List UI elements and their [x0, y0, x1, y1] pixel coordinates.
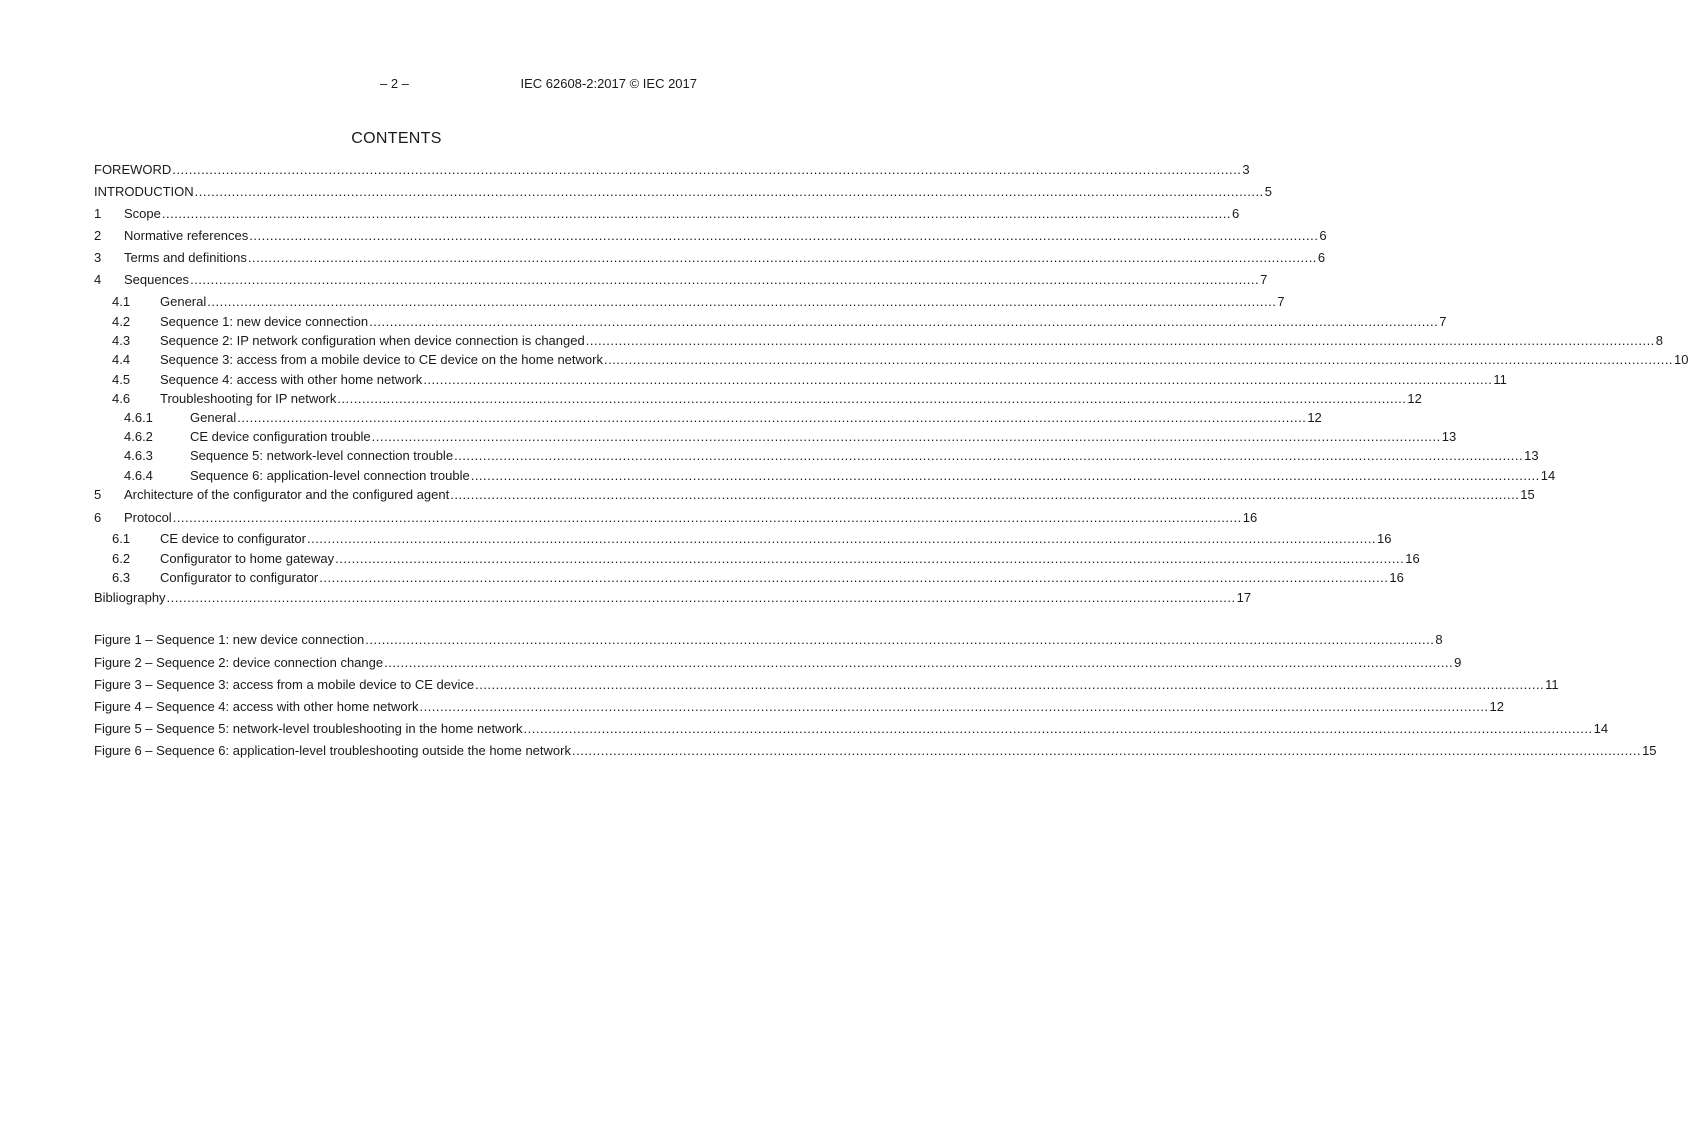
- entry-page-number: 13: [1441, 429, 1457, 444]
- entry-page-number: 6: [1231, 206, 1240, 221]
- dot-leader: ....................................................................................................................................................................................................................................................................: [237, 410, 1307, 425]
- figure-entry[interactable]: [94, 632, 1443, 648]
- toc-entry[interactable]: [94, 487, 1535, 503]
- standard-reference: IEC 62608-2:2017 © IEC 2017: [520, 76, 697, 91]
- entry-title: General: [190, 410, 237, 425]
- entry-number: 4: [94, 272, 102, 287]
- entry-title: Sequences: [124, 272, 190, 287]
- dot-leader: ....................................................................................................................................................................................................................................................................: [247, 250, 1317, 265]
- toc-entry[interactable]: [94, 294, 1285, 310]
- dot-leader: ....................................................................................................................................................................................................................................................................: [371, 429, 1441, 444]
- entry-number: 4.1: [112, 294, 131, 309]
- entry-page-number: 11: [1545, 677, 1559, 692]
- entry-page-number: 15: [1520, 487, 1535, 502]
- entry-number: 1: [94, 206, 102, 221]
- entry-page-number: 8: [1655, 333, 1664, 348]
- entry-number: 4.6.1: [124, 410, 153, 425]
- entry-title: Sequence 3: access from a mobile device to CE device on the home network: [160, 352, 603, 367]
- entry-title: Figure 3 – Sequence 3: access from a mobile device to CE device: [94, 677, 475, 692]
- entry-number: 6.3: [112, 570, 131, 585]
- toc-entry[interactable]: [94, 333, 1664, 349]
- entry-number: 4.6: [112, 391, 131, 406]
- entry-number: 4.2: [112, 314, 131, 329]
- dot-leader: ....................................................................................................................................................................................................................................................................: [190, 272, 1260, 287]
- entry-page-number: 7: [1260, 272, 1268, 287]
- dot-leader: ....................................................................................................................................................................................................................................................................: [319, 570, 1389, 585]
- dot-leader: ....................................................................................................................................................................................................................................................................: [337, 391, 1407, 406]
- entry-title: Protocol: [124, 510, 172, 525]
- dot-leader: ....................................................................................................................................................................................................................................................................: [454, 448, 1524, 463]
- toc-entry[interactable]: [94, 590, 1252, 606]
- entry-number: 4.6.3: [124, 448, 153, 463]
- figure-entry[interactable]: [94, 721, 1609, 737]
- dot-leader: ....................................................................................................................................................................................................................................................................: [450, 487, 1520, 502]
- dot-leader: ....................................................................................................................................................................................................................................................................: [335, 551, 1405, 566]
- entry-number: 6.2: [112, 551, 131, 566]
- entry-page-number: 13: [1524, 448, 1539, 463]
- dot-leader: ....................................................................................................................................................................................................................................................................: [603, 352, 1674, 367]
- entry-title: Architecture of the configurator and the configured agent: [124, 487, 450, 502]
- dot-leader: ....................................................................................................................................................................................................................................................................: [470, 468, 1540, 483]
- entry-page-number: 7: [1277, 294, 1285, 309]
- entry-page-number: 14: [1540, 468, 1556, 483]
- dot-leader: ....................................................................................................................................................................................................................................................................: [475, 677, 1545, 692]
- entry-title: INTRODUCTION: [94, 184, 194, 199]
- entry-number: 2: [94, 228, 102, 243]
- entry-page-number: 9: [1454, 655, 1462, 670]
- entry-page-number: 16: [1389, 570, 1404, 585]
- entry-title: Troubleshooting for IP network: [160, 391, 337, 406]
- dot-leader: ....................................................................................................................................................................................................................................................................: [419, 699, 1489, 714]
- entry-title: Bibliography: [94, 590, 166, 605]
- dot-leader: ....................................................................................................................................................................................................................................................................: [166, 590, 1236, 605]
- toc-entry[interactable]: [94, 391, 1422, 407]
- dot-leader: ....................................................................................................................................................................................................................................................................: [207, 294, 1277, 309]
- dot-leader: ....................................................................................................................................................................................................................................................................: [249, 228, 1319, 243]
- toc-entry[interactable]: [94, 531, 1392, 547]
- toc-entry[interactable]: [94, 410, 1322, 426]
- dot-leader: ....................................................................................................................................................................................................................................................................: [585, 333, 1655, 348]
- dot-leader: ....................................................................................................................................................................................................................................................................: [369, 314, 1439, 329]
- figure-entry[interactable]: [94, 699, 1505, 715]
- entry-page-number: 3: [1242, 162, 1250, 177]
- entry-number: 6.1: [112, 531, 131, 546]
- entry-page-number: 5: [1264, 184, 1272, 199]
- entry-title: Configurator to home gateway: [160, 551, 335, 566]
- toc-entry[interactable]: [94, 184, 1272, 200]
- entry-page-number: 10: [1674, 352, 1689, 367]
- entry-page-number: 16: [1405, 551, 1420, 566]
- entry-title: Sequence 5: network-level connection trouble: [190, 448, 454, 463]
- entry-page-number: 14: [1593, 721, 1609, 736]
- entry-number: 3: [94, 250, 102, 265]
- entry-page-number: 16: [1377, 531, 1392, 546]
- entry-number: 4.3: [112, 333, 131, 348]
- entry-number: 5: [94, 487, 102, 502]
- entry-page-number: 6: [1319, 228, 1327, 243]
- entry-number: 4.4: [112, 352, 131, 367]
- entry-title: FOREWORD: [94, 162, 172, 177]
- entry-title: Figure 6 – Sequence 6: application-level troubleshooting outside the home network: [94, 743, 571, 758]
- entry-title: Terms and definitions: [124, 250, 247, 265]
- dot-leader: ....................................................................................................................................................................................................................................................................: [365, 632, 1435, 647]
- entry-title: Figure 4 – Sequence 4: access with other home network: [94, 699, 419, 714]
- dot-leader: ....................................................................................................................................................................................................................................................................: [172, 510, 1242, 525]
- figure-entry[interactable]: [94, 677, 1559, 693]
- entry-number: 4.6.2: [124, 429, 153, 444]
- dot-leader: ....................................................................................................................................................................................................................................................................: [161, 206, 1231, 221]
- toc-entry[interactable]: [94, 510, 1258, 526]
- contents-title: CONTENTS: [351, 130, 442, 147]
- entry-page-number: 11: [1493, 372, 1507, 387]
- toc-entry[interactable]: [94, 551, 1420, 567]
- page-number: – 2 –: [380, 76, 409, 91]
- entry-title: Sequence 6: application-level connection trouble: [190, 468, 470, 483]
- toc-entry[interactable]: [94, 352, 1689, 368]
- entry-title: Scope: [124, 206, 161, 221]
- entry-title: Sequence 4: access with other home network: [160, 372, 423, 387]
- entry-title: Figure 1 – Sequence 1: new device connection: [94, 632, 365, 647]
- entry-page-number: 12: [1407, 391, 1422, 406]
- dot-leader: ....................................................................................................................................................................................................................................................................: [423, 372, 1493, 387]
- dot-leader: ....................................................................................................................................................................................................................................................................: [306, 531, 1377, 546]
- entry-title: Sequence 1: new device connection: [160, 314, 369, 329]
- entry-page-number: 12: [1307, 410, 1322, 425]
- toc-entry[interactable]: [94, 429, 1457, 445]
- entry-title: Figure 2 – Sequence 2: device connection change: [94, 655, 384, 670]
- toc-entry[interactable]: [94, 272, 1268, 288]
- entry-page-number: 16: [1242, 510, 1258, 525]
- dot-leader: ....................................................................................................................................................................................................................................................................: [384, 655, 1454, 670]
- toc-entry[interactable]: [94, 468, 1556, 484]
- toc-entry[interactable]: [94, 448, 1539, 464]
- entry-title: General: [160, 294, 207, 309]
- toc-entry[interactable]: [94, 250, 1326, 266]
- entry-page-number: 8: [1435, 632, 1443, 647]
- entry-page-number: 6: [1317, 250, 1326, 265]
- entry-number: 4.6.4: [124, 468, 153, 483]
- entry-page-number: 12: [1489, 699, 1505, 714]
- toc-entry[interactable]: [94, 206, 1240, 222]
- toc-entry[interactable]: [94, 372, 1507, 388]
- dot-leader: ....................................................................................................................................................................................................................................................................: [172, 162, 1242, 177]
- figure-entry[interactable]: [94, 743, 1657, 759]
- entry-title: Figure 5 – Sequence 5: network-level troubleshooting in the home network: [94, 721, 523, 736]
- entry-number: 6: [94, 510, 102, 525]
- toc-entry[interactable]: [94, 228, 1327, 244]
- entry-number: 4.5: [112, 372, 131, 387]
- figure-entry[interactable]: [94, 655, 1462, 671]
- entry-title: CE device to configurator: [160, 531, 306, 546]
- entry-title: Configurator to configurator: [160, 570, 319, 585]
- entry-title: CE device configuration trouble: [190, 429, 371, 444]
- toc-entry[interactable]: [94, 570, 1404, 586]
- entry-page-number: 17: [1236, 590, 1252, 605]
- dot-leader: ....................................................................................................................................................................................................................................................................: [523, 721, 1593, 736]
- entry-page-number: 15: [1642, 743, 1657, 758]
- toc-entry[interactable]: [94, 162, 1250, 178]
- entry-page-number: 7: [1439, 314, 1447, 329]
- dot-leader: ....................................................................................................................................................................................................................................................................: [194, 184, 1264, 199]
- toc-entry[interactable]: [94, 314, 1447, 330]
- dot-leader: ....................................................................................................................................................................................................................................................................: [571, 743, 1642, 758]
- entry-title: Normative references: [124, 228, 249, 243]
- entry-title: Sequence 2: IP network configuration when device connection is changed: [160, 333, 585, 348]
